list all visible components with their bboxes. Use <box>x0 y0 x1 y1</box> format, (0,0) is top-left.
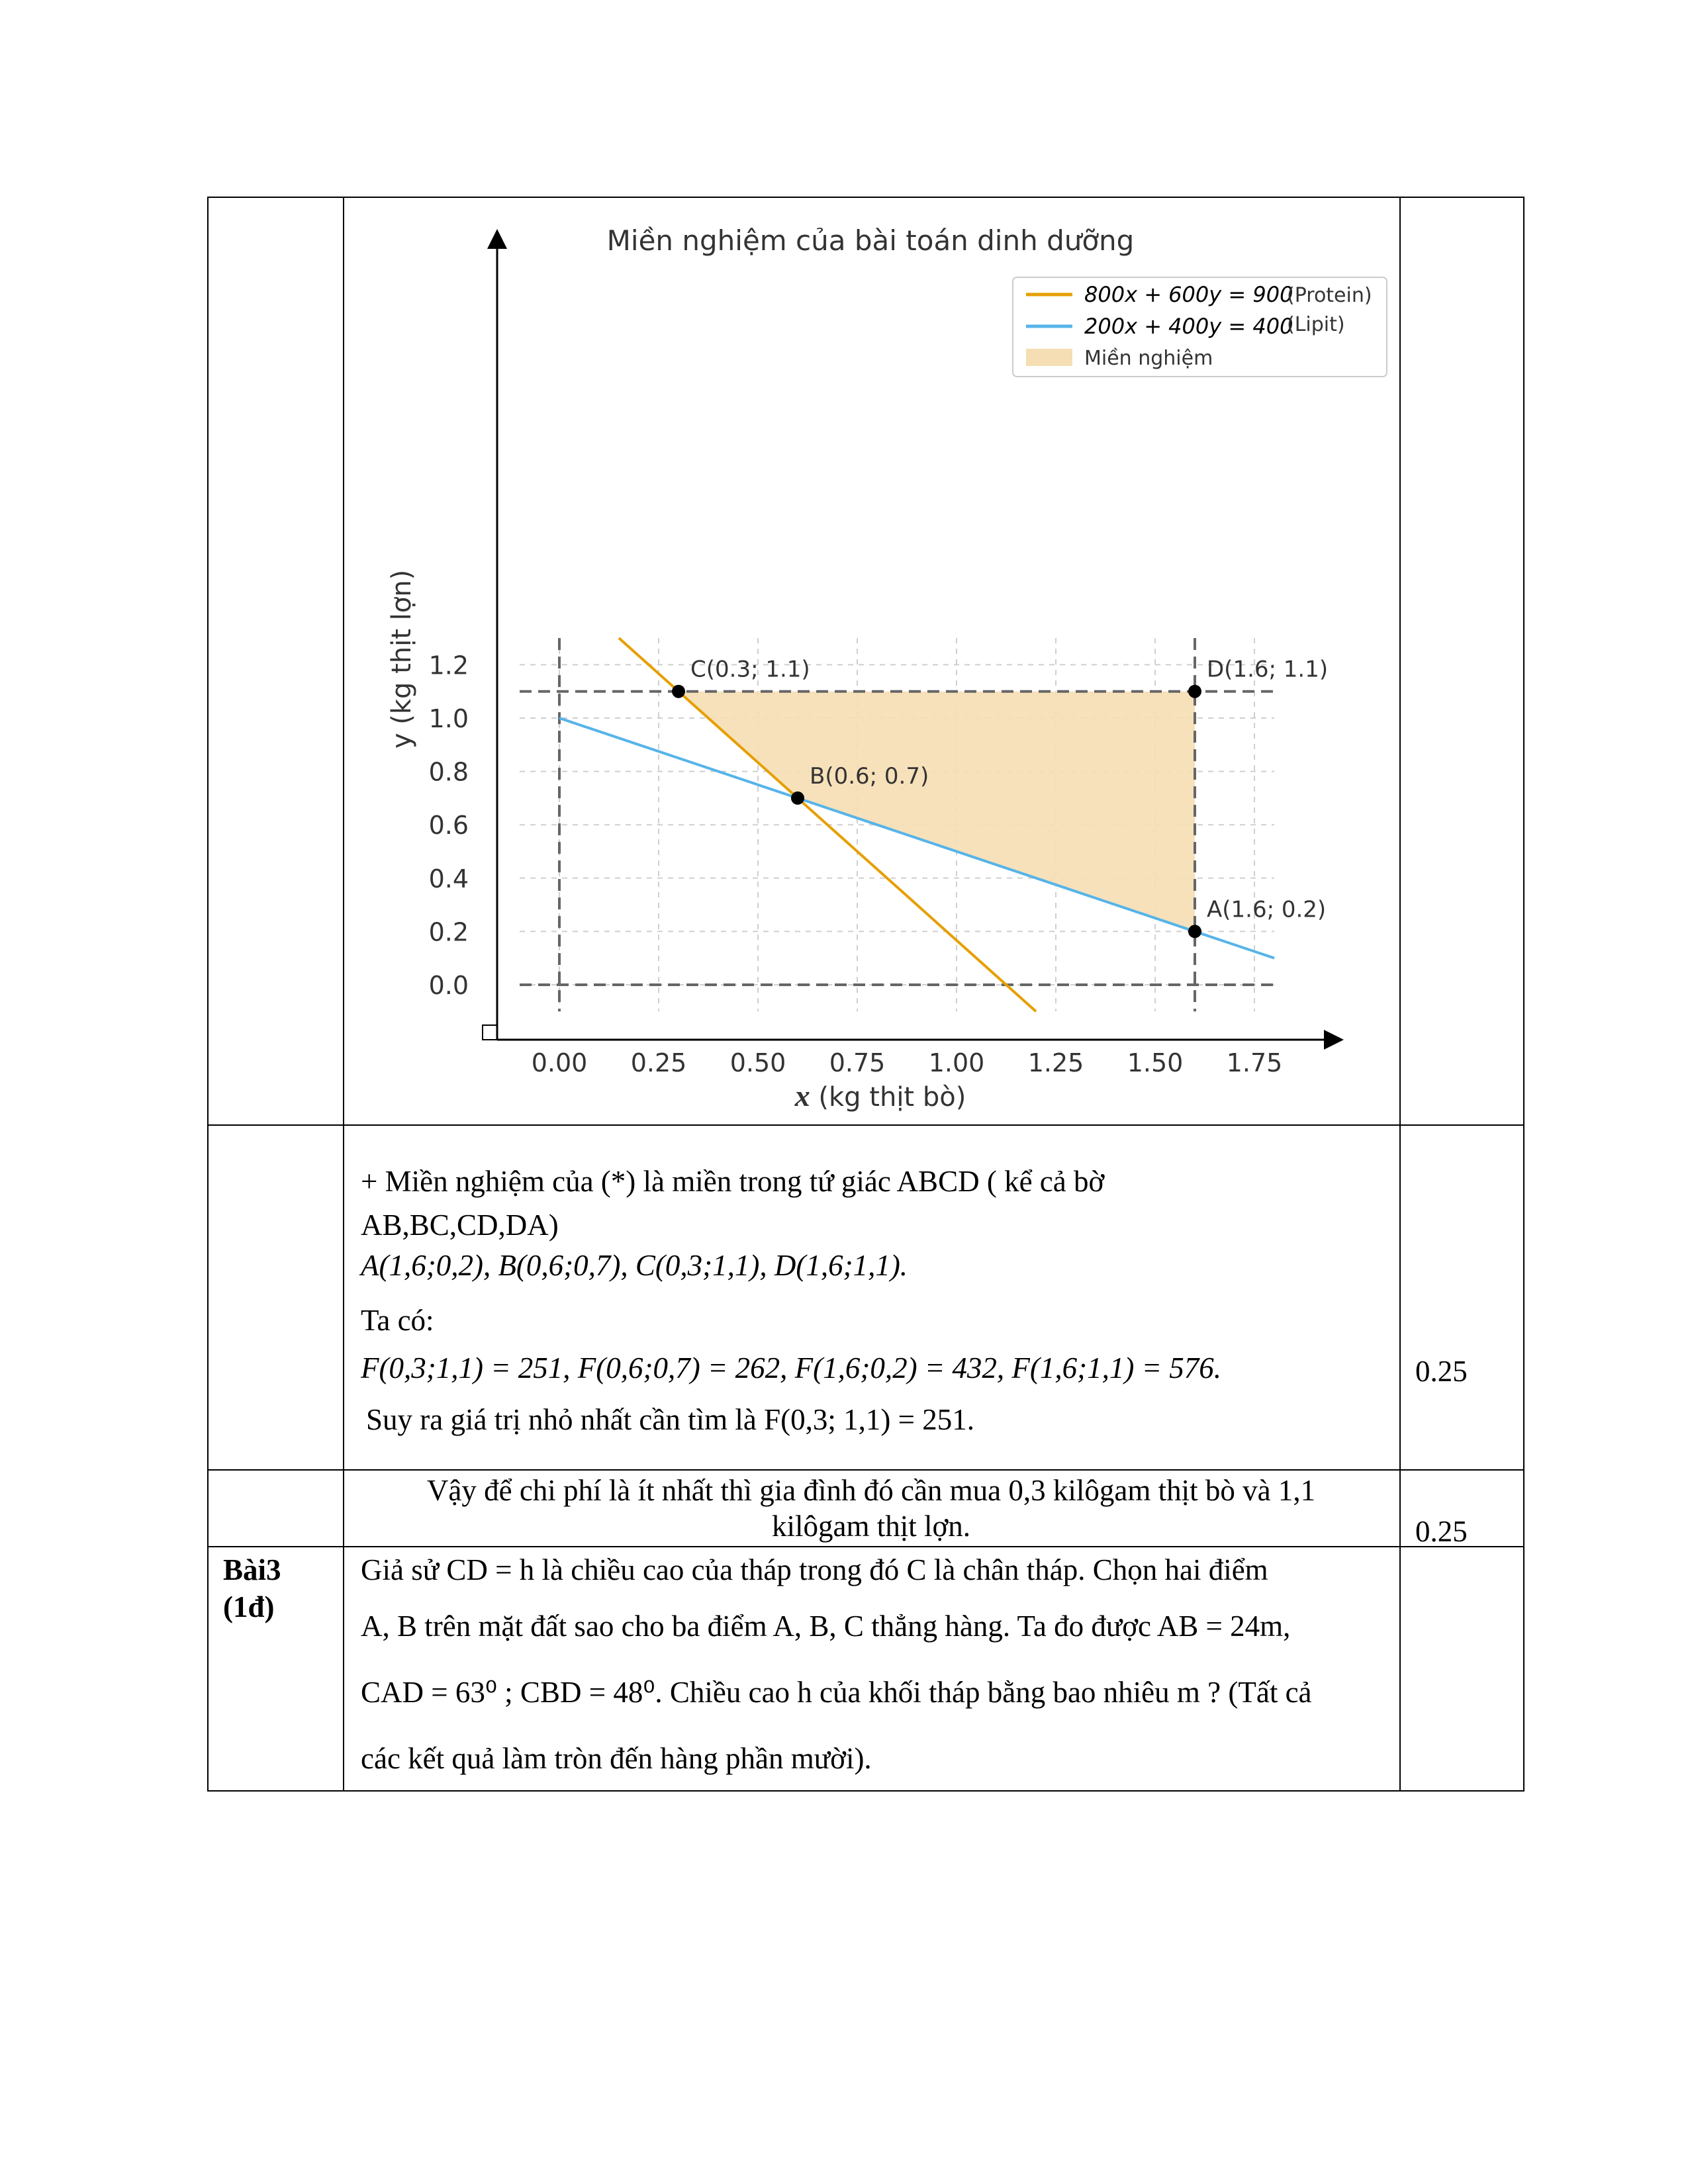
problem3-line4: các kết quả làm tròn đến hàng phần mười). <box>361 1742 872 1775</box>
solution-region-edges: AB,BC,CD,DA) <box>361 1208 559 1242</box>
legend <box>1013 277 1387 377</box>
row-divider <box>209 1546 1523 1547</box>
problem-number: Bài3 <box>223 1553 281 1586</box>
problem3-line1: Giả sử CD = h là chiều cao của tháp trong đó C là chân tháp. Chọn hai điểm <box>361 1553 1268 1586</box>
y-axis-label: y (kg thịt lợn) <box>387 569 417 749</box>
minimum-conclusion: Suy ra giá trị nhỏ nhất cần tìm là F(0,3; 1,1) = 251. <box>366 1403 974 1436</box>
row2-score: 0.25 <box>1415 1355 1468 1388</box>
x-tick-label: 0.00 <box>531 1048 588 1077</box>
legend-region-swatch <box>1026 349 1072 366</box>
corner-square-icon <box>483 1025 497 1040</box>
vertex-label: B(0.6; 0.7) <box>810 762 929 790</box>
y-tick-label: 1.2 <box>428 651 469 680</box>
legend-protein-eq: 800x + 600y = 900 <box>1084 282 1293 307</box>
problem3-line3: CAD = 63⁰ ; CBD = 48⁰. Chiều cao h của khối tháp bằng bao nhiêu m ? (Tất cả <box>361 1676 1312 1709</box>
x-tick-label: 1.25 <box>1027 1048 1084 1077</box>
chart-title: Miền nghiệm của bài toán dinh dưỡng <box>606 224 1135 257</box>
objective-values: F(0,3;1,1) = 251, F(0,6;0,7) = 262, F(1,6;0,2) = 432, F(1,6;1,1) = 576. <box>361 1351 1221 1385</box>
y-tick-label: 0.2 <box>428 917 469 947</box>
y-tick-label: 0.6 <box>428 811 469 841</box>
problem-points: (1đ) <box>223 1590 275 1623</box>
solution-region-statement: + Miền nghiệm của (*) là miền trong tứ giác ABCD ( kể cả bờ <box>361 1165 1105 1198</box>
legend-lipit-tag: (Lipit) <box>1287 313 1345 336</box>
final-answer-line2: kilôgam thịt lợn. <box>771 1510 971 1543</box>
vertex-label: A(1.6; 0.2) <box>1207 896 1327 923</box>
final-answer-line1: Vậy để chi phí là ít nhất thì gia đình đó cần mua 0,3 kilôgam thịt bò và 1,1 <box>426 1474 1316 1507</box>
y-tick-label: 1.0 <box>428 704 469 733</box>
ta-co-label: Ta có: <box>361 1304 434 1337</box>
vertex-point <box>791 792 804 805</box>
x-tick-label: 1.00 <box>928 1048 985 1077</box>
legend-lipit-eq: 200x + 400y = 400 <box>1084 314 1293 339</box>
legend-region-label: Miền nghiệm <box>1084 347 1213 370</box>
col-divider <box>1399 198 1401 1790</box>
answer-table <box>207 197 1524 1792</box>
x-tick-label: 1.50 <box>1127 1048 1184 1077</box>
legend-protein-tag: (Protein) <box>1287 284 1372 307</box>
x-tick-label: 0.25 <box>630 1048 687 1077</box>
vertex-label: C(0.3; 1.1) <box>690 656 810 683</box>
solution-region-chart <box>344 199 1399 1123</box>
row3-score: 0.25 <box>1415 1515 1468 1548</box>
solution-region <box>679 692 1195 932</box>
x-axis-label: x (kg thịt bò) <box>794 1079 966 1113</box>
vertex-label: D(1.6; 1.1) <box>1207 656 1329 683</box>
y-tick-label: 0.0 <box>428 971 469 1000</box>
y-tick-label: 0.8 <box>428 757 469 787</box>
vertex-list: A(1,6;0,2), B(0,6;0,7), C(0,3;1,1), D(1,6;1,1). <box>361 1249 908 1282</box>
vertex-point <box>1188 685 1201 698</box>
row-divider <box>209 1124 1523 1126</box>
problem3-line2: A, B trên mặt đất sao cho ba điểm A, B, C thẳng hàng. Ta đo được AB = 24m, <box>361 1610 1291 1643</box>
x-tick-label: 1.75 <box>1226 1048 1283 1077</box>
x-tick-label: 0.75 <box>829 1048 886 1077</box>
row-divider <box>209 1469 1523 1471</box>
vertex-point <box>1188 925 1201 938</box>
y-tick-label: 0.4 <box>428 864 469 893</box>
vertex-point <box>672 685 685 698</box>
x-tick-label: 0.50 <box>729 1048 786 1077</box>
